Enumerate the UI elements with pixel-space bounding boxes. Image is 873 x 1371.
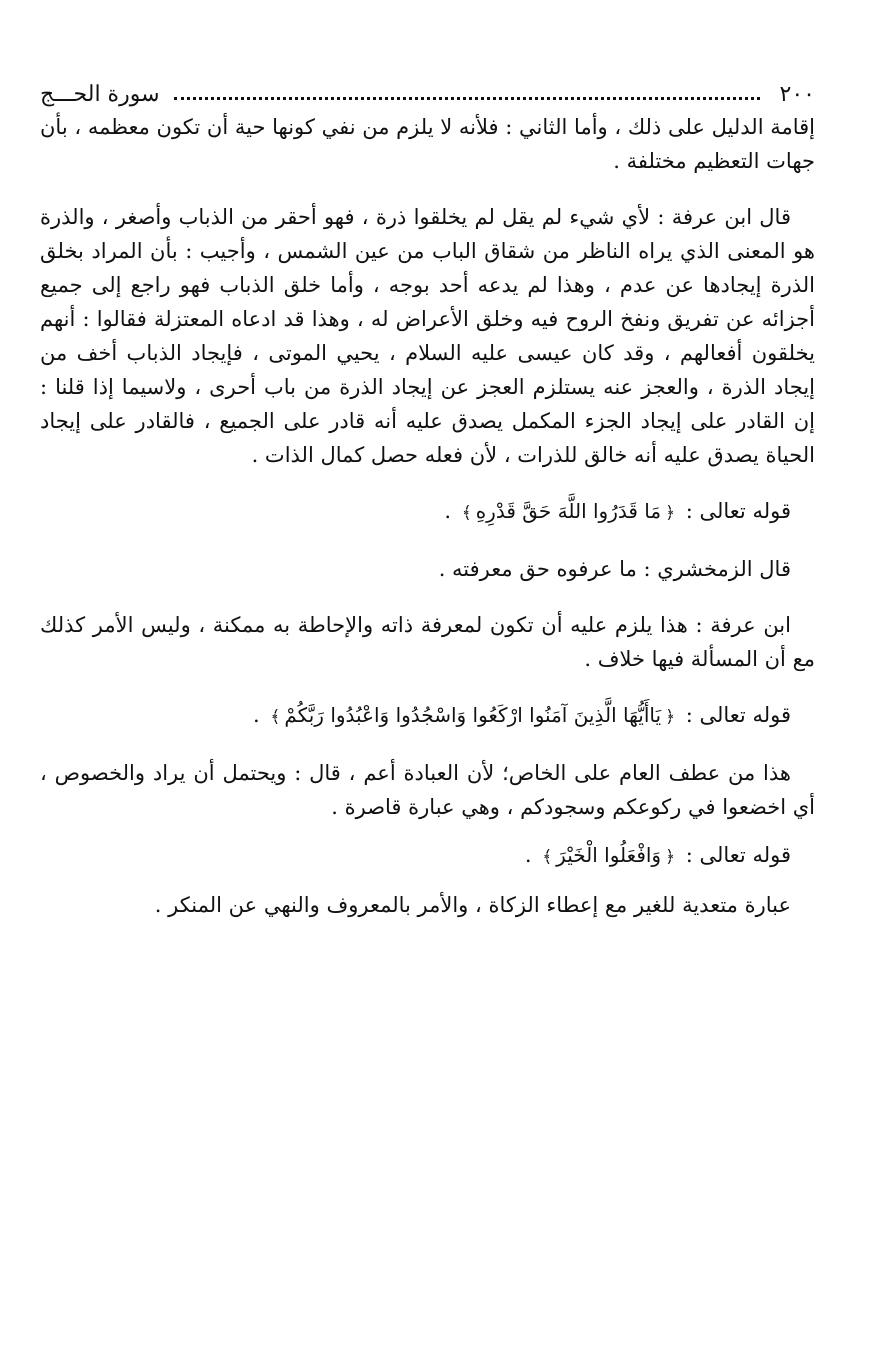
verse-lead: قوله تعالى : — [685, 499, 791, 523]
quran-quote: يَاأَيُّهَا الَّذِينَ آمَنُوا ارْكَعُوا وَاسْجُدُوا وَاعْبُدُوا رَبَّكُمْ — [284, 703, 662, 727]
paragraph-zamakhshari: قال الزمخشري : ما عرفوه حق معرفته . — [438, 557, 791, 581]
quran-quote: وَافْعَلُوا الْخَيْرَ — [556, 843, 662, 867]
verse-line — [40, 838, 815, 874]
header-dotted-rule — [174, 85, 760, 100]
quran-bracket-close: ﴾ — [270, 707, 281, 727]
quran-bracket-close: ﴾ — [461, 503, 472, 523]
quran-bracket-open: ﴿ — [665, 503, 676, 523]
paragraph-continuation: إقامة الدليل على ذلك ، وأما الثاني : فلأنه لا يلزم من نفي كونها حية أن تكون معظمه ، بأن جهات التعظيم مختلفة . — [40, 115, 815, 173]
surah-name: سورة الحـــج — [40, 82, 160, 107]
quran-quote: مَا قَدَرُوا اللَّهَ حَقَّ قَدْرِهِ — [475, 499, 662, 523]
body-text — [40, 110, 815, 922]
verse-line — [40, 698, 815, 734]
quran-bracket-open: ﴿ — [665, 847, 676, 867]
page-number: ٢٠٠ — [779, 82, 815, 107]
paragraph-general-specific: هذا من عطف العام على الخاص؛ لأن العبادة أعم ، قال : ويحتمل أن يراد والخصوص ، أي اخضعوا في ركوعكم وسجودكم ، وهي عبارة قاصرة . — [40, 761, 815, 819]
quran-bracket-close: ﴾ — [542, 847, 553, 867]
quran-bracket-open: ﴿ — [665, 707, 676, 727]
running-head — [40, 80, 815, 110]
verse-lead: قوله تعالى : — [685, 703, 791, 727]
verse-end: . — [253, 703, 260, 727]
verse-end: . — [524, 843, 532, 867]
verse-end: . — [444, 499, 452, 523]
paragraph-transitive-act: عبارة متعدية للغير مع إعطاء الزكاة ، والأمر بالمعروف والنهي عن المنكر . — [154, 893, 791, 917]
verse-line — [40, 494, 815, 530]
paragraph-ibn-arafa-dharra: قال ابن عرفة : لأي شيء لم يقل لم يخلقوا ذرة ، فهو أحقر من الذباب وأصغر ، والذرة هو المعنى الذي يراه الناظر من شقاق الباب من عين الشمس ، وأجيب : بأن المراد بخلق الذرة إيجادها عن عدم ، وهذا لم يدعه أحد بوجه ، وأما خلق الذباب فهو راجع إلى جميع أجزائه عن تفريق ونفخ الروح فيه وخلق الأعراض له ، وهذا قد ادعاه المعتزلة فقالوا : أنهم يخلقون أفعالهم ، وقد كان عيسى عليه السلام ، يحيي الموتى ، فإيجاد الذباب أخف من إيجاد الذرة ، والعجز عنه يستلزم العجز عن إيجاد الذرة من باب أحرى ، ولاسيما إذا قلنا : إن القادر على إيجاد الجزء المكمل يصدق عليه أنه قادر على الجميع ، فالقادر على إيجاد الحياة يصدق عليه أنه خالق للذرات ، لأن فعله حصل كمال الذات . — [40, 205, 815, 467]
verse-lead: قوله تعالى : — [685, 843, 791, 867]
paragraph-ibn-arafa-comment: ابن عرفة : هذا يلزم عليه أن تكون لمعرفة ذاته والإحاطة به ممكنة ، وليس الأمر كذلك مع أن المسألة فيها خلاف . — [40, 613, 815, 671]
